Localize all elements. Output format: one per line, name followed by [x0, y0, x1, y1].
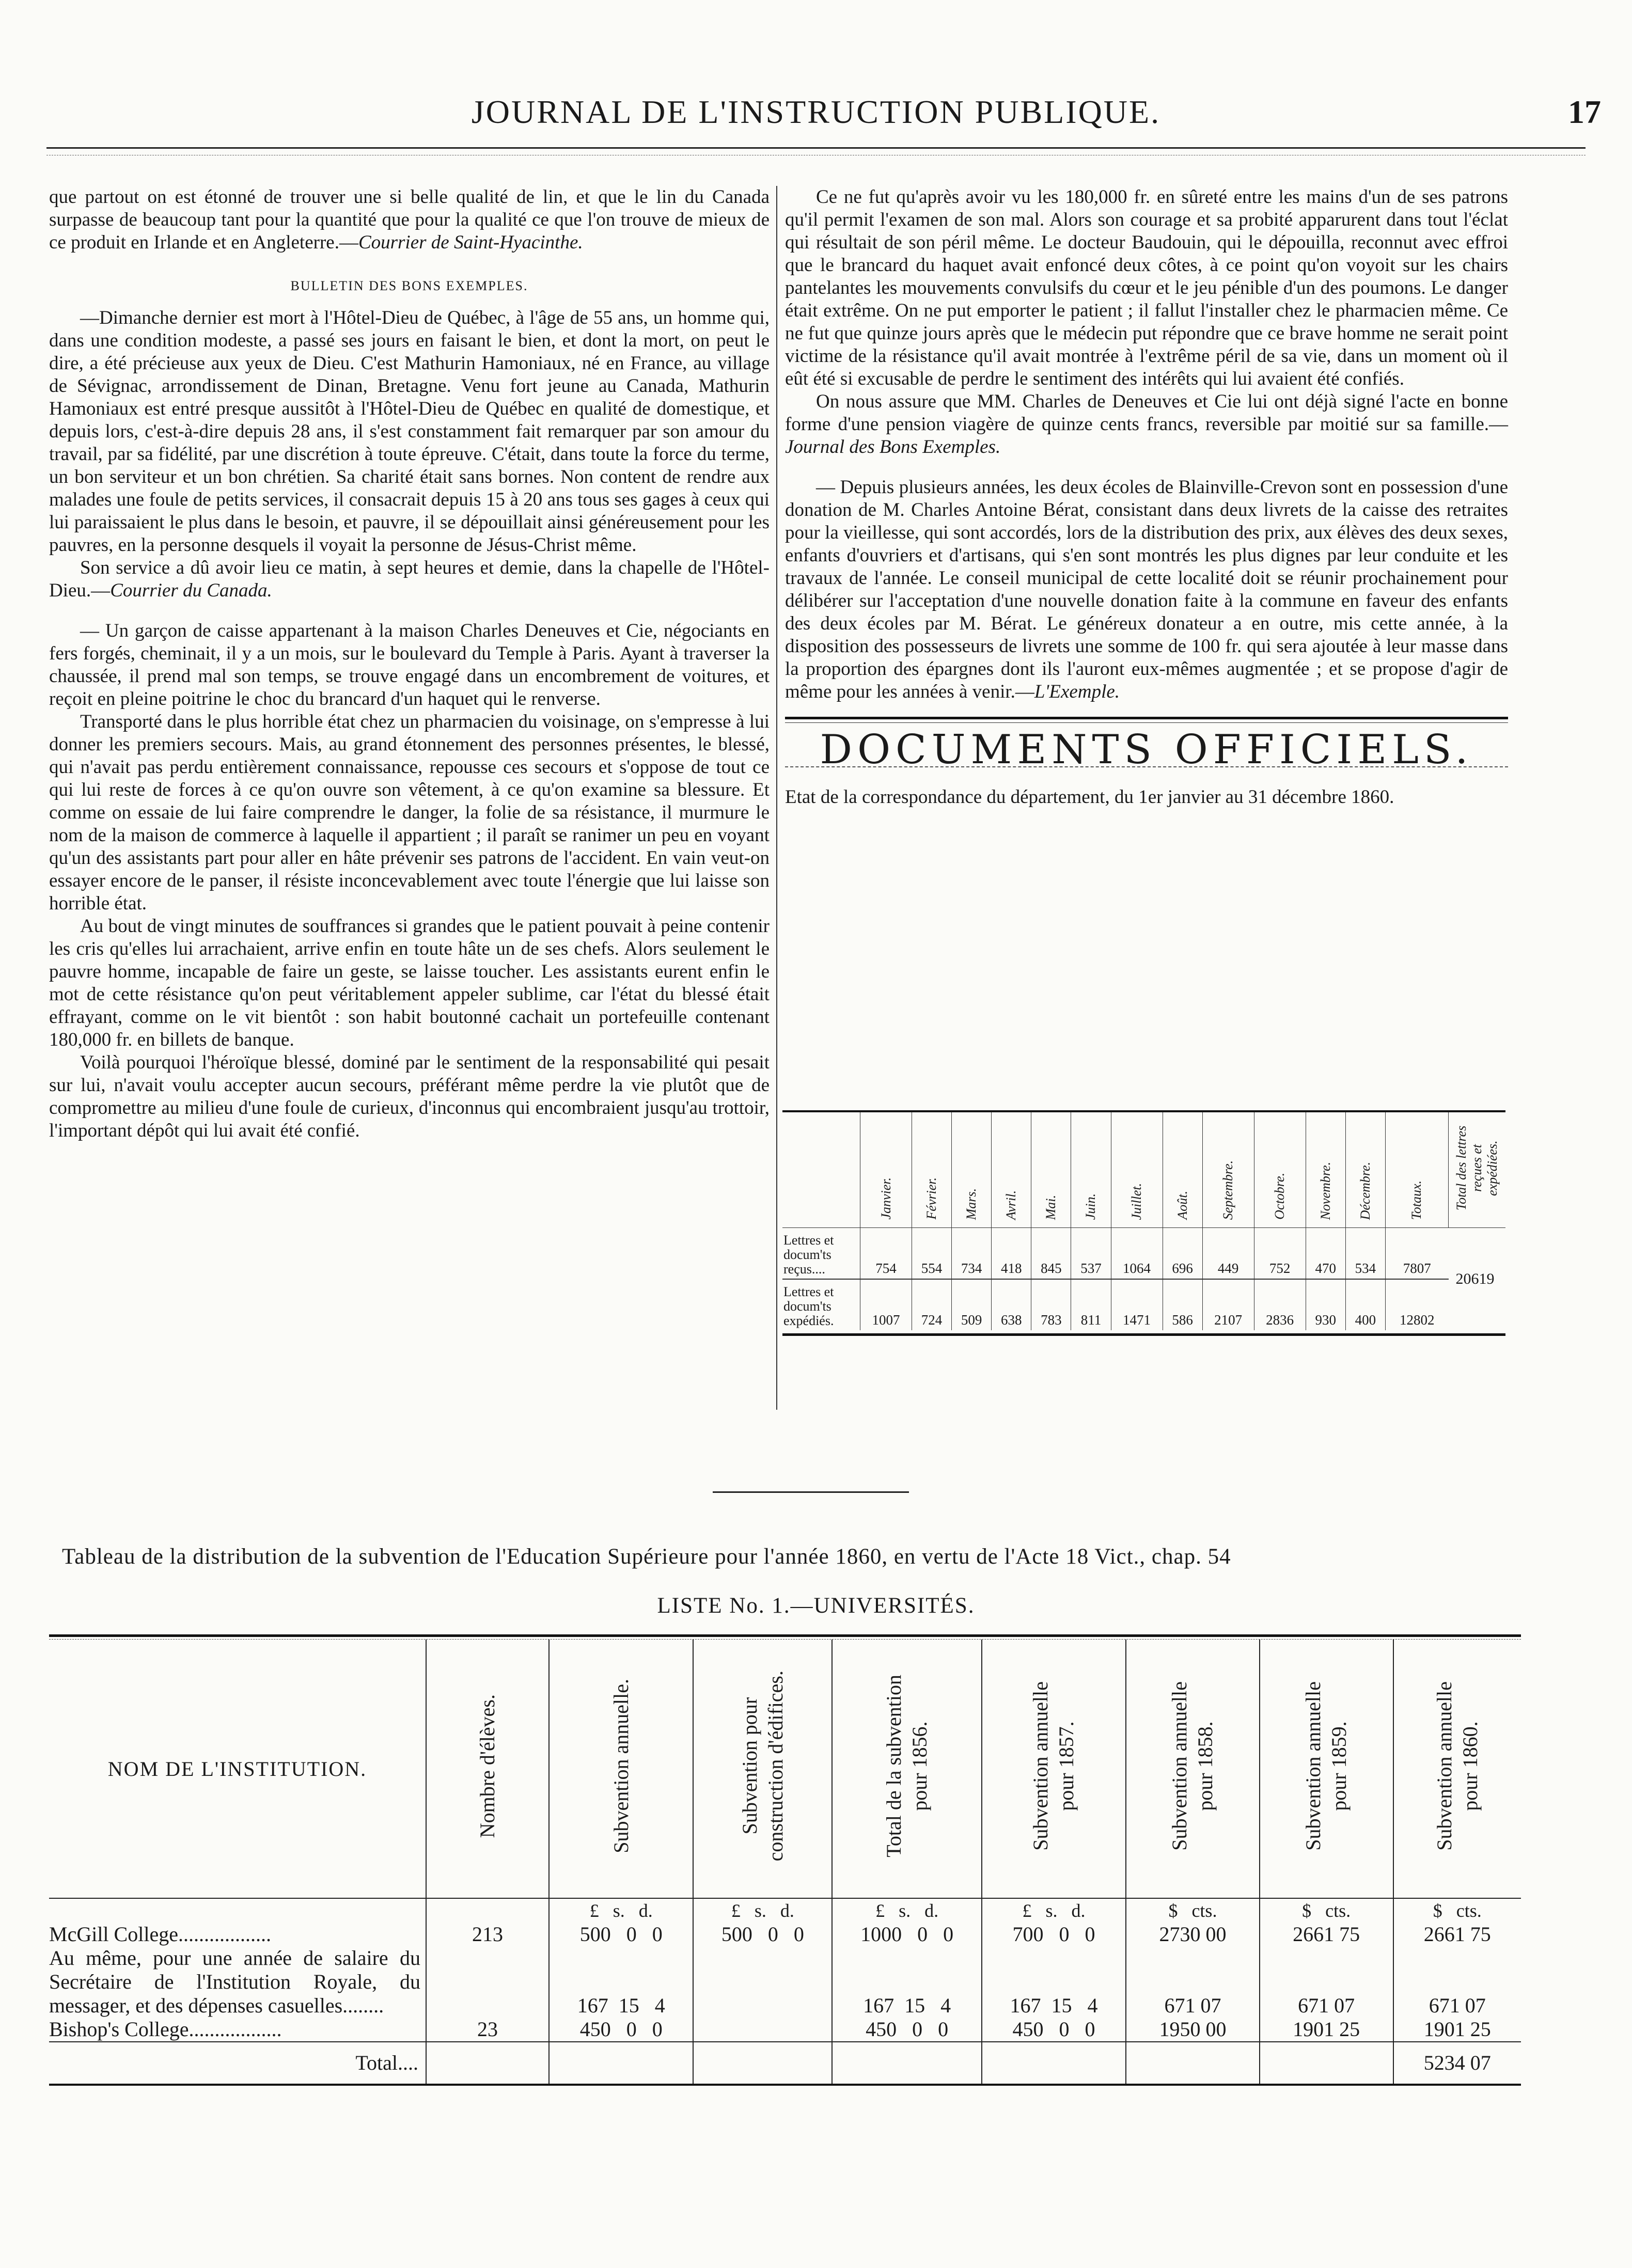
univ-cell: 1000 0 0 [832, 1923, 982, 1946]
corr-cell: 418 [992, 1228, 1031, 1280]
correspondence-table-block [782, 1110, 1505, 1336]
univ-row-institution-royale [49, 1946, 1521, 2018]
corr-corner [782, 1112, 860, 1228]
corr-cell: 1471 [1111, 1279, 1163, 1330]
corr-cell: 2836 [1254, 1279, 1306, 1330]
article-lin-text: que partout on est étonné de trouver une si belle qualité de lin, et que le lin du Canada surpasse de beaucoup tant pour la quantité que pour la qualité ce que l'on trouve de mieux de ce produit en Irlande et en Angleterre.— [49, 186, 770, 253]
univ-cell: 450 0 0 [549, 2018, 693, 2042]
article-hamoniaux: —Dimanche dernier est mort à l'Hôtel-Dieu de Québec, à l'âge de 55 ans, un homme qui, dans une condition modeste, a passé ses jours en faisant le bien, et dont la mort, on peut le dire, a été précieuse aux yeux de Dieu. C'est Mathurin Hamoniaux, né en France, au village de Sévignac, arrondissement de Dinan, Bretagne. Venu fort jeune au Canada, Mathurin Hamoniaux est entré presque aussitôt à l'Hôtel-Dieu de Québec en qualité de domestique, et depuis lors, c'est-à-dire depuis 28 ans, il s'est constamment fait remarquer par son amour du travail, par sa fidélité, par une discrétion à toute épreuve. C'était, dans toute la force du terme, un bon serviteur et un bon chrétien. Sa charité était sans bornes. Non content de rendre aux malades une foule de petits services, il consacrait depuis 15 à 20 ans tous ses gages à ceux qui lui paraissaient le plus dans le besoin, et pauvre, il se dépouillait ainsi généreusement pour les pauvres, en la personne desquels il voyait la personne de Jésus-Christ même. [49, 307, 770, 556]
univ-unit: £ s. d. [982, 1898, 1126, 1923]
univ-unit: $ cts. [1393, 1898, 1521, 1923]
corr-row-recus [782, 1228, 1505, 1280]
univ-institution-name: McGill College.................. [49, 1923, 271, 1946]
univ-row-mcgill [49, 1923, 1521, 1946]
article-blainville-text: — Depuis plusieurs années, les deux écoles de Blainville-Crevon sont en possession d'une donation de M. Charles Antoine Bérat, consistant dans deux livrets de la caisse des retraites pour la vieillesse, qui sont accordés, lors de la distribution des prix, aux élèves des deux sexes, enfants d'ouvriers et d'artisans, qui s'en sont montrés les plus dignes par leur conduite et les travaux de l'année. Le conseil municipal de cette localité doit se réunir prochainement pour délibérer sur l'acceptation d'une nouvelle donation faite à la commune en faveur des enfants des deux écoles par M. Bérat. Le généreux donateur a en outre, mis cette année, à la disposition des possesseurs de livrets une somme de 100 fr. qui sera ajoutée à leur masse dans la proportion des épargnes dont ils l'auront eux-mêmes augmentée ; et se propose d'agir de même pour les années à venir.— [785, 477, 1508, 702]
article-garcon-caisse-4: Voilà pourquoi l'héroïque blessé, dominé par le sentiment de la responsabilité qui pesait sur lui, n'avait voulu accepter aucun secours, préférant même perdre la vie plutôt que de compromettre au milieu d'une foule de curieux, d'inconnus qui encombraient jusqu'au trottoir, l'important dépôt qui lui avait été confié. [49, 1052, 770, 1141]
univ-cell: 1950 00 [1126, 2018, 1260, 2042]
corr-cell: 509 [952, 1279, 992, 1330]
univ-institution-name: Au même, pour une année de salaire du Secrétaire de l'Institution Royale, du messager, et des dépenses casuelles........ [49, 1946, 420, 2017]
section-heading-bons-exemples: BULLETIN DES BONS EXEMPLES. [290, 278, 528, 293]
article-pension-source: Journal des Bons Exemples. [785, 436, 1001, 458]
section-separator [713, 1491, 909, 1493]
univ-cell: 671 07 [1126, 1946, 1260, 2018]
corr-month-header: Octobre. [1254, 1112, 1306, 1228]
univ-cell: 167 15 4 [832, 1946, 982, 2018]
univ-cell: 1901 25 [1260, 2018, 1393, 2042]
column-divider [776, 186, 777, 1410]
univ-cell: 500 0 0 [693, 1923, 832, 1946]
corr-month-header: Novembre. [1306, 1112, 1345, 1228]
corr-cell-total: 12802 [1385, 1279, 1448, 1330]
univ-cell [426, 1946, 549, 2018]
univ-total-value: 5234 07 [1393, 2042, 1521, 2084]
univ-col-header: Subvention annuelle pour 1860. [1393, 1640, 1521, 1898]
rule-thin [785, 722, 1508, 723]
article-lin [49, 186, 770, 254]
corr-month-header: Février. [912, 1112, 952, 1228]
univ-cell: 213 [426, 1923, 549, 1946]
univ-col-header: Nombre d'élèves. [426, 1640, 549, 1898]
header-rule [46, 147, 1586, 149]
corr-cell: 845 [1031, 1228, 1071, 1280]
univ-cell: 167 15 4 [982, 1946, 1126, 2018]
rule-thick [785, 717, 1508, 719]
univ-cell: 450 0 0 [982, 2018, 1126, 2042]
univ-name-header: NOM DE L'INSTITUTION. [107, 1757, 367, 1781]
univ-cell: 23 [426, 2018, 549, 2042]
univ-cell: 167 15 4 [549, 1946, 693, 2018]
corr-grand-total-header: Total des lettres reçues et expédiées. [1449, 1112, 1506, 1228]
univ-cell: 450 0 0 [832, 2018, 982, 2042]
univ-col-header: Subvention annuelle pour 1859. [1260, 1640, 1393, 1898]
corr-rule-bottom [782, 1333, 1505, 1336]
tableau-title: Tableau de la distribution de la subvention de l'Education Supérieure pour l'année 1860, en vertu de l'Acte 18 Vict., chap. 54 [62, 1545, 1231, 1569]
corr-cell: 554 [912, 1228, 952, 1280]
univ-rule-bottom [49, 2084, 1521, 2086]
corr-totaux-header: Totaux. [1385, 1112, 1448, 1228]
article-pension [785, 390, 1508, 459]
corr-month-header: Septembre. [1202, 1112, 1254, 1228]
right-column [785, 186, 1508, 809]
left-column [49, 186, 770, 1142]
corr-row-label: Lettres et docum'ts expédiés. [782, 1279, 860, 1330]
corr-cell: 449 [1202, 1228, 1254, 1280]
univ-row-bishops [49, 2018, 1521, 2042]
article-blainville-source: L'Exemple. [1034, 681, 1120, 702]
corr-month-header: Décembre. [1345, 1112, 1385, 1228]
corr-month-header: Juin. [1071, 1112, 1111, 1228]
corr-cell: 537 [1071, 1228, 1111, 1280]
corr-cell: 400 [1345, 1279, 1385, 1330]
univ-cell: 500 0 0 [549, 1923, 693, 1946]
article-garcon-caisse-2: Transporté dans le plus horrible état chez un pharmacien du voisinage, on s'empresse à lui donner les premiers secours. Mais, au grand étonnement des personnes présentes, le blessé, qui n'avait pas perdu entièrement connaissance, repousse ces secours et s'oppose de tout ce qui lui reste de forces à ce qu'on ouvre son vêtement, à ce qu'on examine sa blessure. Et comme on essaie de lui faire comprendre le danger, la folie de sa résistance, il murmure le nom de la maison de commerce à laquelle il appartient ; il paraît se ranimer un peu en voyant qu'un des assistants part pour aller en hâte prévenir ses patrons de l'accident. En vain veut-on essayer encore de le panser, il résiste inconcevablement avec toute l'énergie que lui laisse son horrible état. [49, 711, 770, 914]
univ-col-header: Subvention pour construction d'édifices. [693, 1640, 832, 1898]
article-lin-source: Courrier de Saint-Hyacinthe. [358, 232, 583, 253]
univ-cell [693, 1946, 832, 2018]
univ-unit: £ s. d. [549, 1898, 693, 1923]
article-hamoniaux-service [49, 557, 770, 602]
corr-cell: 2107 [1202, 1279, 1254, 1330]
univ-total-blank [982, 2042, 1126, 2084]
univ-cell: 2661 75 [1393, 1923, 1521, 1946]
univ-total-row [49, 2042, 1521, 2084]
running-head [31, 93, 1601, 139]
corr-cell: 930 [1306, 1279, 1345, 1330]
corr-month-header: Août. [1163, 1112, 1202, 1228]
univ-total-blank [1126, 2042, 1260, 2084]
univ-units-row [49, 1898, 1521, 1923]
univ-total-blank [1260, 2042, 1393, 2084]
etat-caption: Etat de la correspondance du département, du 1er janvier au 31 décembre 1860. [785, 786, 1394, 808]
corr-month-header: Juillet. [1111, 1112, 1163, 1228]
corr-cell: 724 [912, 1279, 952, 1330]
corr-cell: 696 [1163, 1228, 1202, 1280]
corr-cell: 734 [952, 1228, 992, 1280]
univ-cell: 1901 25 [1393, 2018, 1521, 2042]
corr-cell: 783 [1031, 1279, 1071, 1330]
corr-cell: 811 [1071, 1279, 1111, 1330]
correspondence-table [782, 1112, 1505, 1330]
univ-col-header: Subvention annuelle pour 1857. [982, 1640, 1126, 1898]
universites-table-block [49, 1634, 1521, 2086]
documents-officiels-title: DOCUMENTS OFFICIELS. [820, 727, 1473, 773]
corr-row-expedies [782, 1279, 1505, 1330]
corr-month-header: Mai. [1031, 1112, 1071, 1228]
univ-unit [426, 1898, 549, 1923]
univ-unit: $ cts. [1126, 1898, 1260, 1923]
univ-col-header: Subvention annuelle pour 1858. [1126, 1640, 1260, 1898]
article-hamoniaux-source: Courrier du Canada. [110, 580, 272, 601]
univ-cell: 700 0 0 [982, 1923, 1126, 1946]
corr-cell: 752 [1254, 1228, 1306, 1280]
liste-title: LISTE No. 1.—UNIVERSITÉS. [657, 1594, 975, 1618]
corr-month-header: Janvier. [860, 1112, 912, 1228]
corr-cell-total: 7807 [1385, 1228, 1448, 1280]
univ-total-blank [549, 2042, 693, 2084]
univ-col-header: Subvention annuelle. [549, 1640, 693, 1898]
corr-cell: 534 [1345, 1228, 1385, 1280]
corr-header-row [782, 1112, 1505, 1228]
corr-cell: 754 [860, 1228, 912, 1280]
corr-cell: 638 [992, 1279, 1031, 1330]
article-courage: Ce ne fut qu'après avoir vu les 180,000 fr. en sûreté entre les mains d'un de ses patrons qu'il permit l'examen de son mal. Alors son courage et sa probité apparurent dans tout l'éclat qui résultait de son péril même. Le docteur Baudouin, qui le dépouilla, reconnut avec effroi que le brancard du haquet avait enfoncé deux côtes, à ce point qu'on voyoit sur les chairs pantelantes les mouvements convulsifs du cœur et le jeu pénible d'un des poumons. Le danger était extrême. On ne put emporter le patient ; il fallut l'installer chez le pharmacien même. Ce ne fut que quinze jours après que le médecin put répondre que ce brave homme ne serait point victime de la résistance qu'il avait montrée à l'extrême péril de sa vie, dans un moment où il eût été si excusable de perdre le sentiment des intérêts qui lui avaient été confiés. [785, 186, 1508, 389]
univ-unit: $ cts. [1260, 1898, 1393, 1923]
univ-cell: 671 07 [1393, 1946, 1521, 2018]
corr-cell: 1007 [860, 1279, 912, 1330]
corr-cell: 586 [1163, 1279, 1202, 1330]
univ-rule-top [49, 1634, 1521, 1637]
corr-grand-total: 20619 [1449, 1228, 1506, 1331]
univ-col-header: Total de la subvention pour 1856. [832, 1640, 982, 1898]
univ-total-label: Total.... [49, 2042, 426, 2084]
univ-unit: £ s. d. [832, 1898, 982, 1923]
article-pension-text: On nous assure que MM. Charles de Deneuves et Cie lui ont déjà signé l'acte en bonne forme d'une pension viagère de quinze cents francs, reversible par moitié sur sa famille.— [785, 391, 1508, 435]
univ-cell: 2661 75 [1260, 1923, 1393, 1946]
univ-total-blank [832, 2042, 982, 2084]
univ-institution-name: Bishop's College.................. [49, 2018, 282, 2041]
article-blainville [785, 476, 1508, 703]
univ-cell: 2730 00 [1126, 1923, 1260, 1946]
univ-header-row [49, 1640, 1521, 1898]
article-garcon-caisse: — Un garçon de caisse appartenant à la maison Charles Deneuves et Cie, négociants en fers forgés, cheminait, il y a un mois, sur le boulevard du Temple à Paris. Ayant à traverser la chaussée, il prend mal son temps, se trouve engagé dans un encombrement de voitures, et reçoit en pleine poitrine le choc du brancard d'un haquet qui le renverse. [49, 620, 770, 710]
univ-cell: 671 07 [1260, 1946, 1393, 2018]
univ-total-blank [426, 2042, 549, 2084]
corr-cell: 1064 [1111, 1228, 1163, 1280]
corr-month-header: Avril. [992, 1112, 1031, 1228]
corr-month-header: Mars. [952, 1112, 992, 1228]
universites-table [49, 1640, 1521, 2084]
corr-cell: 470 [1306, 1228, 1345, 1280]
univ-units-blank [49, 1898, 426, 1923]
univ-unit: £ s. d. [693, 1898, 832, 1923]
journal-title: JOURNAL DE L'INSTRUCTION PUBLIQUE. [471, 93, 1161, 130]
univ-total-blank [693, 2042, 832, 2084]
article-garcon-caisse-3: Au bout de vingt minutes de souffrances si grandes que le patient pouvait à peine contenir les cris qu'elles lui arrachaient, arrive enfin en toute hâte un de ses chefs. Alors seulement le pauvre homme, incapable de faire un geste, se laisse toucher. Les assistants eurent enfin le mot de cette résistance qu'on peut véritablement appeler sublime, car l'état du blessé était effrayant, comme on le vit bientôt : son habit boutonné cachait un portefeuille contenant 180,000 fr. en billets de banque. [49, 916, 770, 1050]
article-hamoniaux-service-text: Son service a dû avoir lieu ce matin, à sept heures et demie, dans la chapelle de l'Hôtel-Dieu.— [49, 557, 770, 601]
page-number: 17 [1568, 93, 1601, 130]
corr-row-label: Lettres et docum'ts reçus.... [782, 1228, 860, 1280]
univ-cell [693, 2018, 832, 2042]
